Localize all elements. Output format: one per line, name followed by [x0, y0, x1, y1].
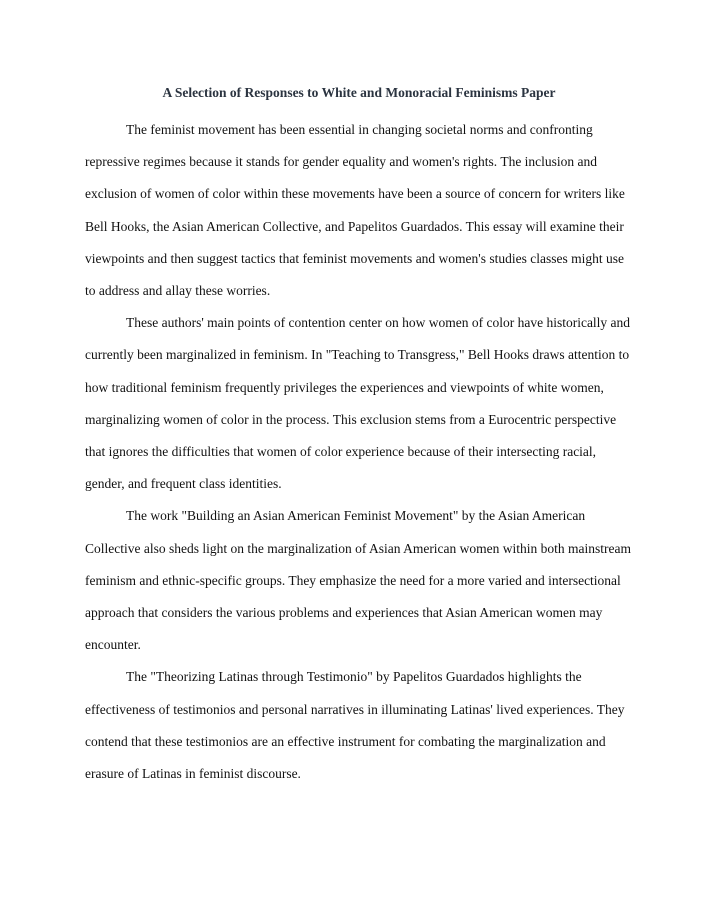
paragraph-introduction: The feminist movement has been essential in changing societal norms and confronting repressive regimes because it stands for gender equality and women's rights. The inclusion and exclusion of women of color within these movements have been a source of concern for writers like Bell Hooks, the Asian American Collective, and Papelitos Guardados. This essay will examine their viewpoints and then suggest tactics that feminist movements and women's studies classes might use to address and allay these worries.: [85, 122, 625, 299]
paragraph-papelitos-guardados: The "Theorizing Latinas through Testimonio" by Papelitos Guardados highlights the effectiveness of testimonios and personal narratives in illuminating Latinas' lived experiences. They contend that these testimonios are an effective instrument for combating the marginalization and erasure of Latinas in feminist discourse.: [85, 669, 625, 782]
document-body: [85, 82, 633, 790]
document-title: A Selection of Responses to White and Monoracial Feminisms Paper: [162, 85, 556, 100]
paragraph-bell-hooks: These authors' main points of contention center on how women of color have historically and currently been marginalized in feminism. In "Teaching to Transgress," Bell Hooks draws attention to how traditional feminism frequently privileges the experiences and viewpoints of white women, marginalizing women of color in the process. This exclusion stems from a Eurocentric perspective that ignores the difficulties that women of color experience because of their intersecting racial, gender, and frequent class identities.: [85, 315, 631, 492]
paragraph-asian-american-collective: The work "Building an Asian American Feminist Movement" by the Asian American Collective also sheds light on the marginalization of Asian American women within both mainstream feminism and ethnic-specific groups. They emphasize the need for a more varied and intersectional approach that considers the various problems and experiences that Asian American women may encounter.: [85, 508, 632, 653]
